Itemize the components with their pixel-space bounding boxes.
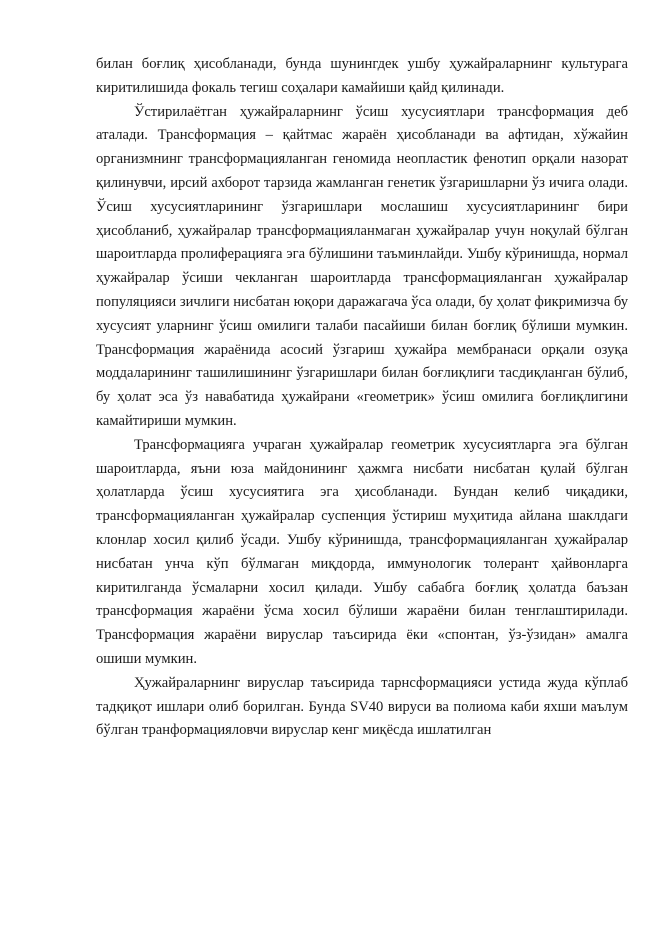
document-page — [96, 53, 628, 743]
paragraph-transformation-definition: Ўстирилаётган ҳужайраларнинг ўсиш хусусиятлари трансформация деб аталади. Трансформация – қайтмас жараён ҳисобланади ва афтидан, хўжайин организмнинг трансформацияланган геномида неопластик фенотип орқали назорат қилинувчи, ирсий ахборот тарзида жамланган генетик ўзгаришларни ўз ичига олади. Ўсиш хусусиятларининг ўзгаришлари мослашиш хусусиятларининг бири ҳисобланиб, ҳужайралар трансформацияланмаган ҳужайралар учун ноқулай бўлган шароитларда пролиферацияга эга бўлишини таъминлайди. Ушбу кўринишда, нормал ҳужайралар ўсиши чекланган шароитларда трансформацияланган ҳужайралар популяцияси зичлиги нисбатан юқори даражагача ўса олади, бу ҳолат фикримизча бу хусусият уларнинг ўсиш омилиги талаби пасайиши билан боғлиқ бўлиши мумкин. Трансформация жараёнида асосий ўзгариш ҳужайра мембранаси орқали озуқа моддаларининг ташилишининг ўзгаришлари билан боғлиқлиги тасдиқланган бўлиб, бу ҳолат эса ўз навабатида ҳужайрани «геометрик» ўсиш омилига боғлиқлигини камайтириши мумкин. — [96, 103, 628, 429]
paragraph-continuation: билан боғлиқ ҳисобланади, бунда шунингдек ушбу ҳужайраларнинг культурага киритилишида фокаль тегиш соҳалари камайиши қайд қилинади. — [96, 56, 628, 96]
paragraph-geometric-properties: Трансформацияга учраган ҳужайралар геометрик хусусиятларга эга бўлган шароитларда, яъни юза майдонининг ҳажмга нисбати нисбатан қулай бўлган ҳолатларда ўсиш хусусиятига эга ҳисобланади. Бундан келиб чиқадики, трансформацияланган ҳужайралар суспенция ўстириш муҳитида айлана шаклдаги клонлар хосил қилиб ўсади. Ушбу кўринишда, трансформацияланган ҳужайралар нисбатан унча кўп бўлмаган миқдорда, иммунологик толерант ҳайвонларга киритилганда ўсмаларни хосил қилади. Ушбу сабабга боғлиқ ҳолатда баъзан трансформация жараёни ўсма хосил бўлиши жараёни билан тенглаштирилади. Трансформация жараёни вируслар таъсирида ёки «спонтан, ўз-ўзидан» амалга ошиши мумкин. — [96, 436, 628, 667]
paragraph-viral-transformation: Ҳужайраларнинг вируслар таъсирида тарнсформацияси устида жуда кўплаб тадқиқот ишлари олиб борилган. Бунда SV40 вируси ва полиома каби яхши маълум бўлган транформацияловчи вируслар кенг миқёсда ишлатилган — [96, 674, 628, 739]
